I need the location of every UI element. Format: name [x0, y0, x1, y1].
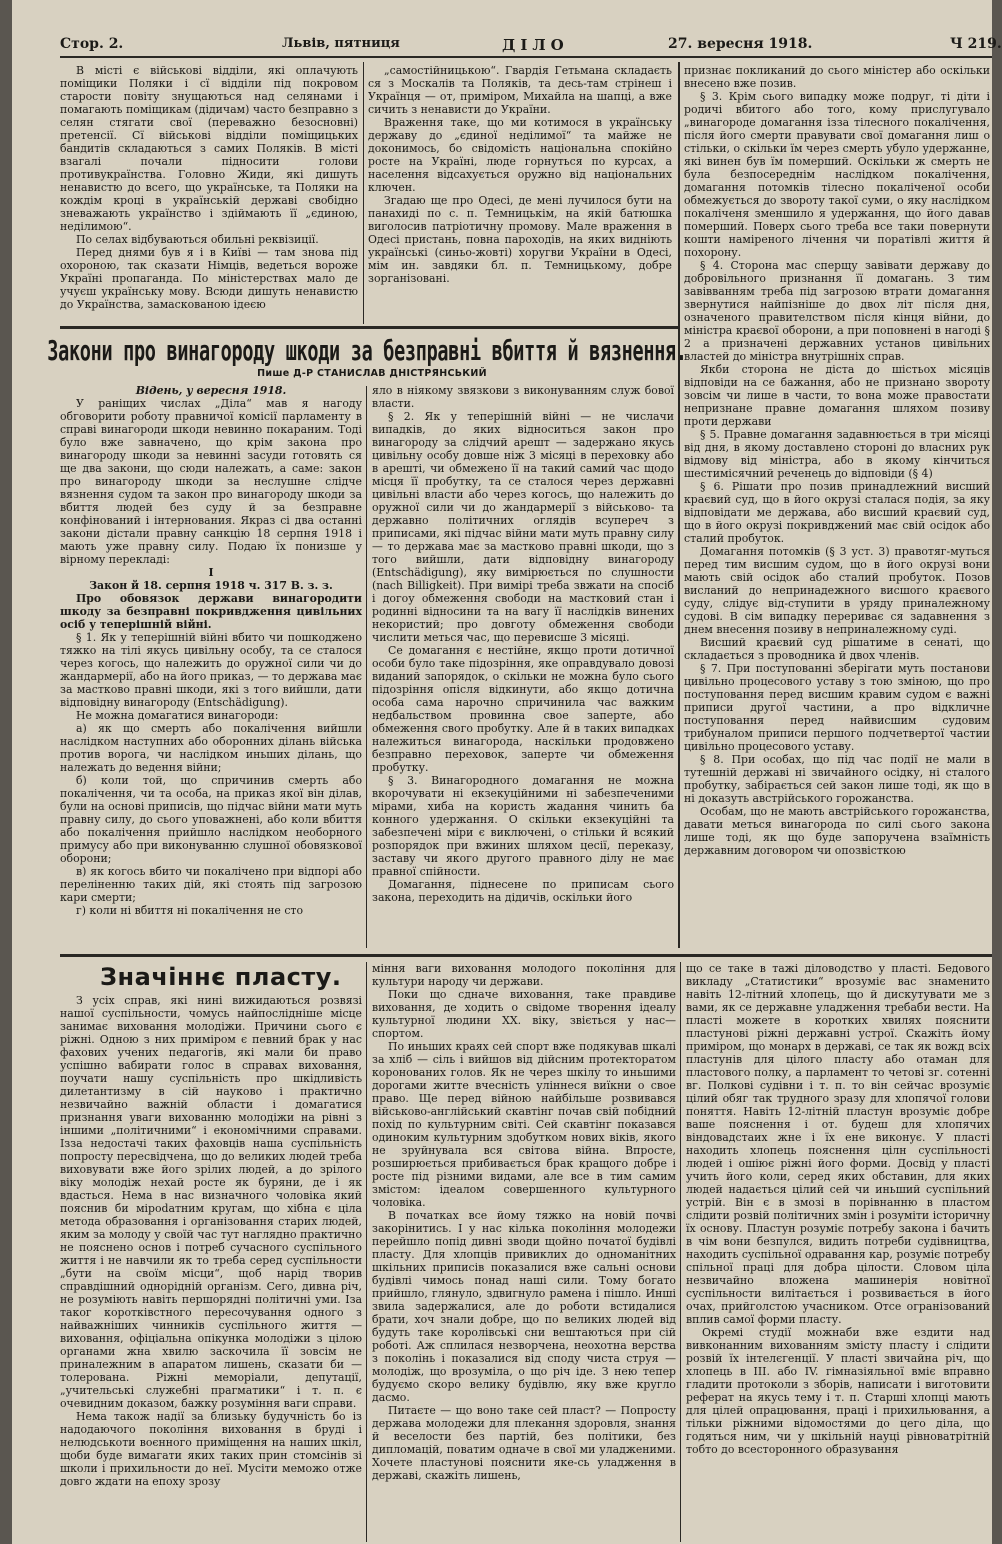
paragraph: Питаєте — що воно таке сей пласт? — Попросту держава молодежи для плекання здоровля, знання й веселости без партій, без політики, без дипломацій, поватим одначе в свої ми уладженими. Хочете пластунові пояснити яке-сь уладження в державі, скажіть лишень, [372, 1404, 676, 1482]
column-plast-right [686, 962, 990, 1542]
section-rule [60, 954, 992, 957]
paragraph: б) коли той, що спричинив смерть або покалічення, чи та особа, на приказ якої він ділав, були на основі приписів, що підчас війни мати муть правну силу, до сього уповажнені, або коли вбиття або покалічення прийшло наслідком необорного примусу або при виконуванню слушної обовязкової оборони; [60, 774, 362, 865]
paragraph: г) коли ні вбиття ні покалічення не сто [76, 904, 304, 917]
column-rule [678, 62, 680, 948]
paragraph: Не можна домагатися винагороди: [76, 709, 279, 722]
paragraph: § 2. Як у теперішній війні — не числачи випадків, до яких відноситься закон про винагороду за слідчий арешт — задержано якусь цивільну особу довше ніж 3 місяці в переховку або в арешті, чи обмежено її на такий самий час щодо місця її пробутку, та се сталося через державні цивільні власти або через когось, що належить до оружної сили чи до жандармерії з військово- та державно політичних оглядів всупереч з приписами, які підчас війни мати муть правну силу — то держава має за мастково правні шкоди, що з того вийшли, дати відповідну винагороду (Entschädigung), яку вимірюється по слушности (nach Billigkeit). При вимірі треба звжати на спосіб і догоу обмеження свободи на мастковий стан і родинні відносини та на вагу її наслідків винених некористий; про довготу обмеження свободи числити меться час, що перевисше 3 місяці. [372, 410, 674, 644]
paragraph: У раніщих числах „Діла“ мав я нагоду обговорити роботу правничої комісії парламенту в справі винагороди шкоди невинно покараним. Тоді було вже завначено, що крім закона про винагороду шкоди за невинні засуди готовять ся ще два закони, що сюди належать, а саме: закон про винагороду шкоди за неслушне слідче вязнення судом та закон про винагороду шкоди за вбиття людей без суду й за безправне конфінований і інтернования. Якраз сі два останні закони дістали правну санкцію 18 серпня 1918 і мають уже правну силу. Подаю їх понизше у вірному перекладі: [60, 397, 362, 566]
paragraph: міння ваги виховання молодого покоління для культури народу чи держави. [372, 962, 676, 988]
paragraph: Окремі студії можнаби вже ездити над вивконанним вихованням змісту пласту і слідити розвій їх інтелєгенції. У пласті звичайна річ, що хлопець в III. або IV. гімназіяльної вміє вправно гладити протоколи з зборів, написати і виготовити реферат на якусь тему і т. п. Старші хлопці мають для цілей опрацювання, праці і прихильювання, а тільки ріжними відомостями до цего діла, що годяться ним, чи у шкільній науці рівноватрітній тобто до всесторонного образування [686, 1326, 990, 1456]
column-rule [363, 62, 364, 324]
column-rule [366, 386, 367, 948]
paragraph: По селах відбуваються обильні реквізиції. [76, 233, 319, 246]
section-number: I [208, 566, 214, 579]
paragraph: а) як що смерть або покалічення вийшли наслідком наступних або оборонних ділань війська против ворога, чи наслідком иньших ділань, що належать до ведення війни; [60, 722, 362, 774]
law-article-headline: Закони про винагороду шкоди за безправні вбиття й вязнення. [47, 336, 687, 368]
paragraph: Поки що сдначе виховання, таке правдиве виховання, де ходить о свідоме творення ідеалу культурної людини XX. віку, звіється у нас— спортом. [372, 988, 676, 1040]
paragraph: Перед днями був я і в Київі — там знова під охороною, так сказати Німців, ведеться вороже Україні пропаганда. По міністерствах мало де учуєш українську мову. Всюди дишуть ненавистю до Українства, замаскованою ідеєю [60, 246, 358, 311]
page-number: Стор. 2. [60, 36, 124, 52]
plast-article-headline: Значіннє пласту. [100, 963, 342, 991]
paragraph: що се таке в тажі діловодство у пласті. Бедового викладу „Статистики“ врозуміє вас знаменито навіть 12-літний хлопець, що й дискутувати ме з вами, як се державне уладження требаби вести. На пласті можете в коротких хвилях пояснити пластунові ріжні державні устрої. Скажіть йому приміром, що монарх в державі, се так як вожд всіх пластунів для цілого пласту або отаман для пластового полку, а парламент то четові зг. сотенні вг. Полкові судівни і т. п. то він сейчас врозуміє цілий обяг так трудного зразу для хлопячої голови поняття. Навіть 12-літній пластун врозуміє добре ваше пояснення і от. будеш для хлопячих віндовадстаих жне і їх ене виконує. У пласті находить хлопець пояснення цілн суспільності людей і ошіює ріжні його форми. Досвід у пласті учить його коли, серед яких обставин, для яких людей надається цілий сей чи иньший суспільний устрій. Він є в змозі в порівнанню в пластом слідити розвій політичних змін і розуміти історичну їх основу. Пластун розуміє потребу закона і бачить в чім вони безпулся, видить потреби судівництва, находить суспільної одравання кар, розуміє потребу спільної праці для добра цілости. Словом ціла незвичайно вложена машинерія новітної суспільности вилітається і розвивається в його очах, прийголстою учасником. Отсе огранізований вплив самої форми пласту. [686, 962, 990, 1326]
paragraph: Домагання потомків (§ 3 уст. 3) правотяг-муться перед тим висшим судом, що в його окрузі вони мають свій осідок або сталий пробуток. Позов висланий до непринадежного висшого краєвого суду, слідує від-ступити в уряду приналежному судові. В сім випадку перериває ся задавнення з днем внесення позиву в неприналежному суді. [684, 545, 990, 636]
paragraph: в) як когось вбито чи покалічено при відпорі або переліненню таких дій, які стоять під загрозою кари смерти; [60, 865, 362, 904]
law-reference: Закон й 18. серпня 1918 ч. 317 В. з. з. [89, 579, 333, 592]
paragraph: „самостійницькою“. Гвардія Гетьмана складаєть ся з Москалів та Поляків, та десь-там стрінеш і Українця — от, приміром, Михайла на шапці, а вже сичить з ненависти до України. [368, 64, 672, 116]
paragraph: § 8. При особах, що під час події не мали в тутешній державі ні звичайного осідку, ні сталого пробутку, забірається сей закон лише тоді, як що в ні доказуть австрійського горожанства. [684, 753, 990, 805]
paragraph: § 3. Крім сього випадку може подруг, ті діти і родичі вбитого або того, кому прислугувало „винагороде домагання ізза тілесного покалічення, після його смерти правувати свої домагання лиш о стільки, о скільки їм через смерть убулo удержанне, які винен був їм померший. Оскільки ж смерть не була безпосереднім наслідком покалічення, домагання потомків тілесно покаліченої особи обмежується до звороту такої суми, о яку наслідком покаліченя зменшило я удержання, що його давав померший. Поверх сього треба все таки повернути кошти наміреного лічення чи поратівлі життя й похорону. [684, 90, 990, 259]
column-rule [680, 962, 681, 1542]
column-law-continuation [684, 64, 990, 948]
newspaper-page [12, 0, 1002, 1544]
paragraph: Враження таке, що ми котимося в українську державу до „єдиної неділимої“ та майже не доконимось, бо свідомість національна спокійно росте на Україні, люде горнуться по курсах, а населення відсахується оружно від національних ключен. [368, 116, 672, 194]
law-article-byline: Пише Д-Р СТАНИСЛАВ ДНІСТРЯНСЬКИЙ [257, 368, 487, 379]
paragraph: В місті є військові відділи, які оплачують поміщики Поляки і сї відділи під покровом старости повіту знущаються над селянами і помагають поміщикам (дідичам) часто безправно з селян стягати свої (переважно безосновні) претенсії. Сї військові відділи поміщицьких бандитів складаються з самих Поляків. В місті взагалі почали підносити голови противукраїнства. Головно Жиди, які дишуть ненавистю до всего, що українське, та Поляки на кождім кроці в українській державі свобідно зневажають українство і здіймають її „єдиною, неділимою“. [60, 64, 358, 233]
paragraph: яло в ніякому звязкови з виконуванням служ бової власти. [372, 384, 674, 410]
issue-number: Ч 219. [950, 36, 1002, 52]
column-law-left [60, 384, 362, 950]
column-rule [366, 962, 367, 1542]
paragraph: З усіх справ, які нині вижидаються розвязі нашої суспільности, чомусь найпослідніше місце занимає виховання молодіжи. Причини сього є ріжні. Одною з них приміром є певний брак у нас фахових учених педагогів, які мали би право успішно вабирати голос в справах виховання, поучати нашу суспільність про шкідливість дилетантизму в сій науково і практично незвичайно важній области і домагатися признання уваги вихованню молодіжи на рівні з іншими „політичними“ і економічними справами. Ізза недостачі таких фаховців наша суспільність попросту пересвідчена, що до великих людей треба виховувати вже його зрілих людей, а до зрілого віку молодіж нехай росте як буряни, де і як вдасться. Нема в нас визначного чоловіка який пояснив би мірodaтним кругам, що хібна є ціла метода образовання і організовання старих людей, яким за молоду у своїй час тут наглядно практично не пояснено основ і потреб сучасного суспільного життя і не навчили як то треба серед суспільности „бути на своїм місци“, щоб нарід творив справдішний однорідній організм. Сего, дивна річ, не розуміють навіть першорядні політичні уми. Іза таког коротківстного пересочування одного з найважніших чинників суспільного життя — виховання, офіціальна опікунка молодіжи з цілою органами жна хвилю заскочила її зовсім не приналежним в апаратом лишень, сказати би —толерована. Ріжні меморіали, депутації, „учительські служебні прагматики“ і т. п. є очевидним доказом, бажку розуміння ваги справи. [60, 994, 362, 1410]
law-heading: Про обовязок держави винагородити шкоду за безправні покривдження цивільних осіб у теперішній війні. [60, 592, 362, 631]
column-law-right [372, 384, 674, 950]
paragraph: По иньших краях сей спорт вже подякував шкалі за хліб — сіль і вийшов від дійсним протекторатом коронованих голов. Як не через шкілу то иньшими дорогами житте вчесність уліннеся виїкни о свое право. Ще перед війною найбільше розвивався військово-англійський скавтінг почав свій побідний похід по культурним світі. Сей скавтінг показався одиноким культурним здобутком нових віків, якого не зруйнувала вся світова війна. Впросте, розширюється прибивається брак кращого добре і росте під різними видами, але все в тим самим змістом: ідеалом совершенного культурного чоловіка. [372, 1040, 676, 1209]
paragraph: признає покликаний до сього міністер або оскільки внесено вже позив. [684, 64, 990, 90]
paragraph: § 1. Як у теперішній війні вбито чи пошкоджено тяжко на тілі якусь цивільну особу, та се сталося через когось, що належить до оружної сили чи до жандармерії, або на його приказ, — то держава має за мастково правні шкоди, які з того вийшли, дати відповідну винагороду (Entschädigung). [60, 631, 362, 709]
header-rule [60, 56, 992, 58]
paragraph: Особам, що не мають австрійського горожанства, давати меться винагорода по силі сього закона лише тоді, як що буде запоручена взаїмність державним договором чи опозвісткою [684, 805, 990, 857]
paragraph: § 6. Рішати про позив принадлежний висший краєвий суд, що в його окрузі сталася подія, за яку відповідати ме держава, або висший краєвий суд, що в його окрузі покривджений має свій осідок або сталий пробуток. [684, 480, 990, 545]
paragraph: В початках все йому тяжко на новій почві закорінитись. І у нас кілька покоління молодежи перейшло попід дивні зводи щойно початої будівлі пласту. Для хлопців привиклих до одноманітних шкільних приписів показалися вже сальні основи будівлі чимось понад наші сили. Тому богато прийшло, глянуло, здвигнуло рамена і пішло. Инші звила задержалися, але до роботи встидалися брати, хоч знали добре, що по великих людей від будуть таке королівські сни вештаються при сій роботі. Аж сплилася незворчена, неохотна верства з поколінь і показалися від споду чиста струя — молодіж, що врозуміла, о що річ іде. З нею тепер будуємо скоро велику будівлю, яку вже кругло дасмо. [372, 1209, 676, 1404]
paragraph: Висший краєвий суд рішатиме в сенаті, що складається з проводника й двох членів. [684, 636, 990, 662]
column-plast-middle [372, 962, 676, 1542]
dateline: Відень, у вересня 1918. [135, 384, 287, 397]
paragraph: § 7. При поступованні зберігати муть постанови цивільно процесового уставу з тою зміною, що про поступовання перед висшим кравим судом є важні приписи другої частини, а про відкличне поступовання перед найвисшим судовим трибуналом приписи першого подчетвертої частии цивільно процесового уставу. [684, 662, 990, 753]
section-rule [60, 326, 678, 329]
paragraph: § 4. Сторона мас сперщу завівати державу до добровільного признання її домагань. З тим завівванням треба під загрозою втрати домагання звернутися найпізніше до двох літ після дня, означеного правителством після кінця війни, до міністра краєвої оборони, а при поповнені в нагоді § 2 а призначені державних установ цивільних властей до міністра внутрішніх справ. [684, 259, 990, 363]
column-top-left [60, 64, 358, 322]
newspaper-name: ДІЛО [502, 36, 569, 54]
paragraph: Якби сторона не діста до шістьох місяців відповіди на се бажання, або не признано звороту зовсім чи лише в части, то вона може правостати непризнане правне домагання шляхом позиву проти держави [684, 363, 990, 428]
paragraph: § 3. Винагородного домагання не можна вкорочувати ні екзекуційними ні забезпеченими мірами, хиба на користь жадання чинить ба конного удержання. О скільки екзекуційні та забезпечені міри є виключені, о стільки й всякий розпорядок при вжиних шляхом цесії, переказу, заставу чи якого другого правного ділу не має правної спійности. [372, 774, 674, 878]
paragraph: Нема також надії за близьку будучність бо із надодаючого покоління виховання в бруді і нелюдськоти воєнного приміщення на наших шкіл, щоби буде вимагати яких таких прин стомсінів зі школи і прихильности до неї. Мусіти меможо отже довго ждати на епоху зрозу [60, 1410, 362, 1488]
paragraph: § 5. Правне домагання задавнюється в три місяці від дня, в якому доставлено стороні до власних рук відмову від міністра, або в якому кінчиться шестимісячний реченець до відповіди (§ 4) [684, 428, 990, 480]
paragraph: Се домагання є нестійне, якщо проти дотичної особи було таке підозріння, яке оправдувало довозі виданий запорядок, о скільки не можна було сього підозріння опісля відкинути, або якщо дотична особа сама нарочно спричинила час важким недбальством провинна свое заперте, або обмеження свого пробутку. Але й в таких випадках належиться винагорода, наскільки продовжено безправно переховок, заперте чи обмеження пробутку. [372, 644, 674, 774]
page-header [60, 36, 1002, 56]
column-top-middle [368, 64, 672, 322]
column-plast-left [60, 994, 362, 1542]
paragraph: Згадаю ще про Одесі, де мені лучилося бути на панахиді по с. п. Темницькім, на якій батюшка виголосив патріотичну промову. Мале враження в Одесі пристань, повна пароходів, на яких видніють українські (синьо-жовті) хоругви України в Одесі, мім ин. завдяки бл. п. Темницькому, добре зорганізовані. [368, 194, 672, 285]
place-and-day: Львів, пятниця [282, 36, 400, 51]
issue-date: 27. вересня 1918. [668, 36, 813, 52]
paragraph: Домагання, піднесене по приписам сього закона, переходить на дідичів, оскільки його [372, 878, 674, 904]
